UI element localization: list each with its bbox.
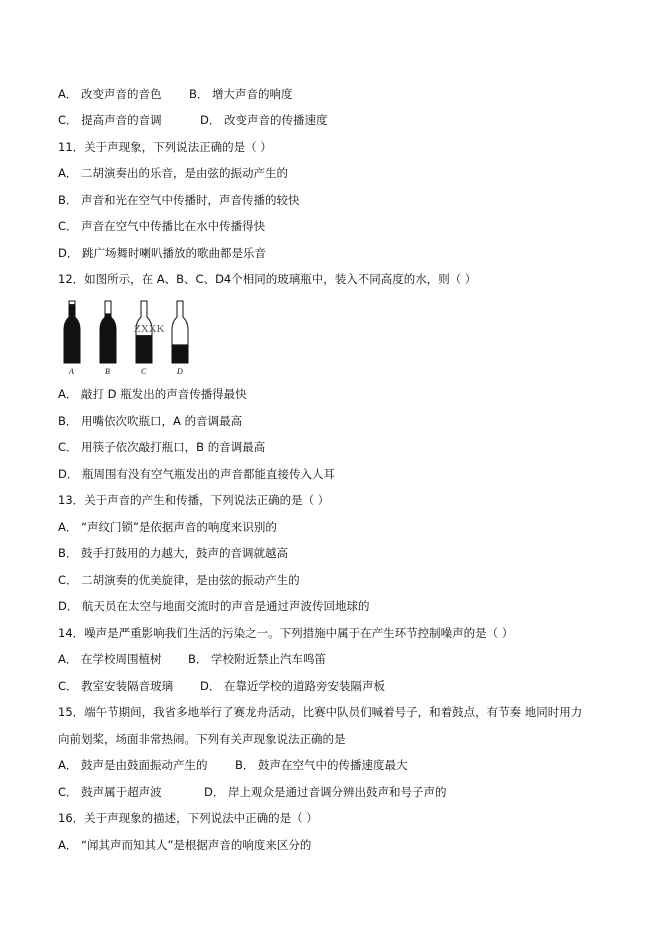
q14-option-c: C． 教室安装隔音玻璃 (58, 679, 174, 693)
q16-option-a: A． “闻其声而知其人”是根据声音的响度来区分的 (58, 838, 312, 852)
q15-option-a: A． 鼓声是由鼓面振动产生的 (58, 758, 208, 772)
question-15-cont: 向前划桨，场面非常热闹。下列有关声现象说法正确的是 (58, 732, 346, 746)
q11-option-b: B． 声音和光在空气中传播时，声音传播的较快 (58, 193, 300, 207)
option-row (58, 86, 618, 102)
q13-option-c: C． 二胡演奏的优美旋律，是由弦的振动产生的 (58, 573, 300, 587)
q15-option-d: D． 岸上观众是通过音调分辨出鼓声和号子声的 (204, 785, 447, 799)
option-b: B． 增大声音的响度 (189, 87, 293, 101)
option-a: A． 改变声音的音色 (58, 87, 162, 101)
option-d: D． 改变声音的传播速度 (200, 113, 328, 127)
option-row (58, 678, 618, 694)
bottle-label: B (105, 367, 110, 376)
bottle-b (99, 301, 117, 376)
q11-option-d: D． 跳广场舞时喇叭播放的歌曲都是乐音 (58, 246, 267, 260)
question-16: 16．关于声现象的描述，下列说法中正确的是（ ） (58, 811, 318, 825)
question-14: 14．噪声是严重影响我们生活的污染之一。下列措施中属于在产生环节控制噪声的是（ ） (58, 626, 514, 640)
q13-option-b: B． 鼓手打鼓用的力越大，鼓声的音调就越高 (58, 546, 289, 560)
bottle-label: A (69, 367, 74, 376)
bottle-d (171, 301, 189, 376)
figure-watermark: ZXXK (134, 323, 165, 335)
bottle-water (135, 335, 153, 363)
q13-option-d: D． 航天员在太空与地面交流时的声音是通过声波传回地球的 (58, 599, 370, 613)
q15-option-b: B． 鼓声在空气中的传播速度最大 (235, 758, 408, 772)
bottle-a (63, 301, 81, 376)
q11-option-a: A． 二胡演奏出的乐音，是由弦的振动产生的 (58, 166, 289, 180)
q12-option-c: C． 用筷子依次敲打瓶口，B 的音调最高 (58, 440, 266, 454)
q13-option-a: A． “声纹门锁”是依据声音的响度来识别的 (58, 520, 277, 534)
q11-option-c: C． 声音在空气中传播比在水中传播得快 (58, 219, 266, 233)
question-11: 11．关于声现象，下列说法正确的是（ ） (58, 140, 272, 154)
option-row (58, 784, 618, 800)
q14-option-b: B． 学校附近禁止汽车鸣笛 (188, 652, 327, 666)
bottle-label: D (177, 367, 183, 376)
bottle-water (171, 344, 189, 363)
bottles-figure (60, 297, 200, 377)
q14-option-d: D． 在靠近学校的道路旁安装隔声板 (200, 679, 386, 693)
option-row (58, 651, 618, 667)
question-12: 12．如图所示，在 A、B、C、D4个相同的玻璃瓶中，装入不同高度的水，则（ ） (58, 272, 477, 286)
q14-option-a: A． 在学校周围植树 (58, 652, 162, 666)
bottle-c (135, 301, 153, 376)
question-13: 13．关于声音的产生和传播，下列说法正确的是（ ） (58, 493, 330, 507)
option-c: C． 提高声音的音调 (58, 113, 162, 127)
q15-option-c: C． 鼓声属于超声波 (58, 785, 162, 799)
question-15: 15．端午节期间，我省多地举行了赛龙舟活动，比赛中队员们喊着号子，和着鼓点，有节奏 地同时用力 (58, 705, 583, 719)
q12-option-d: D． 瓶周围有没有空气瓶发出的声音都能直接传入人耳 (58, 467, 336, 481)
q12-option-b: B． 用嘴依次吹瓶口，A 的音调最高 (58, 414, 243, 428)
option-row (58, 112, 618, 128)
option-row (58, 757, 618, 773)
bottle-water (63, 304, 81, 363)
bottle-label: C (141, 367, 147, 376)
q12-option-a: A． 敲打 D 瓶发出的声音传播得最快 (58, 387, 247, 401)
